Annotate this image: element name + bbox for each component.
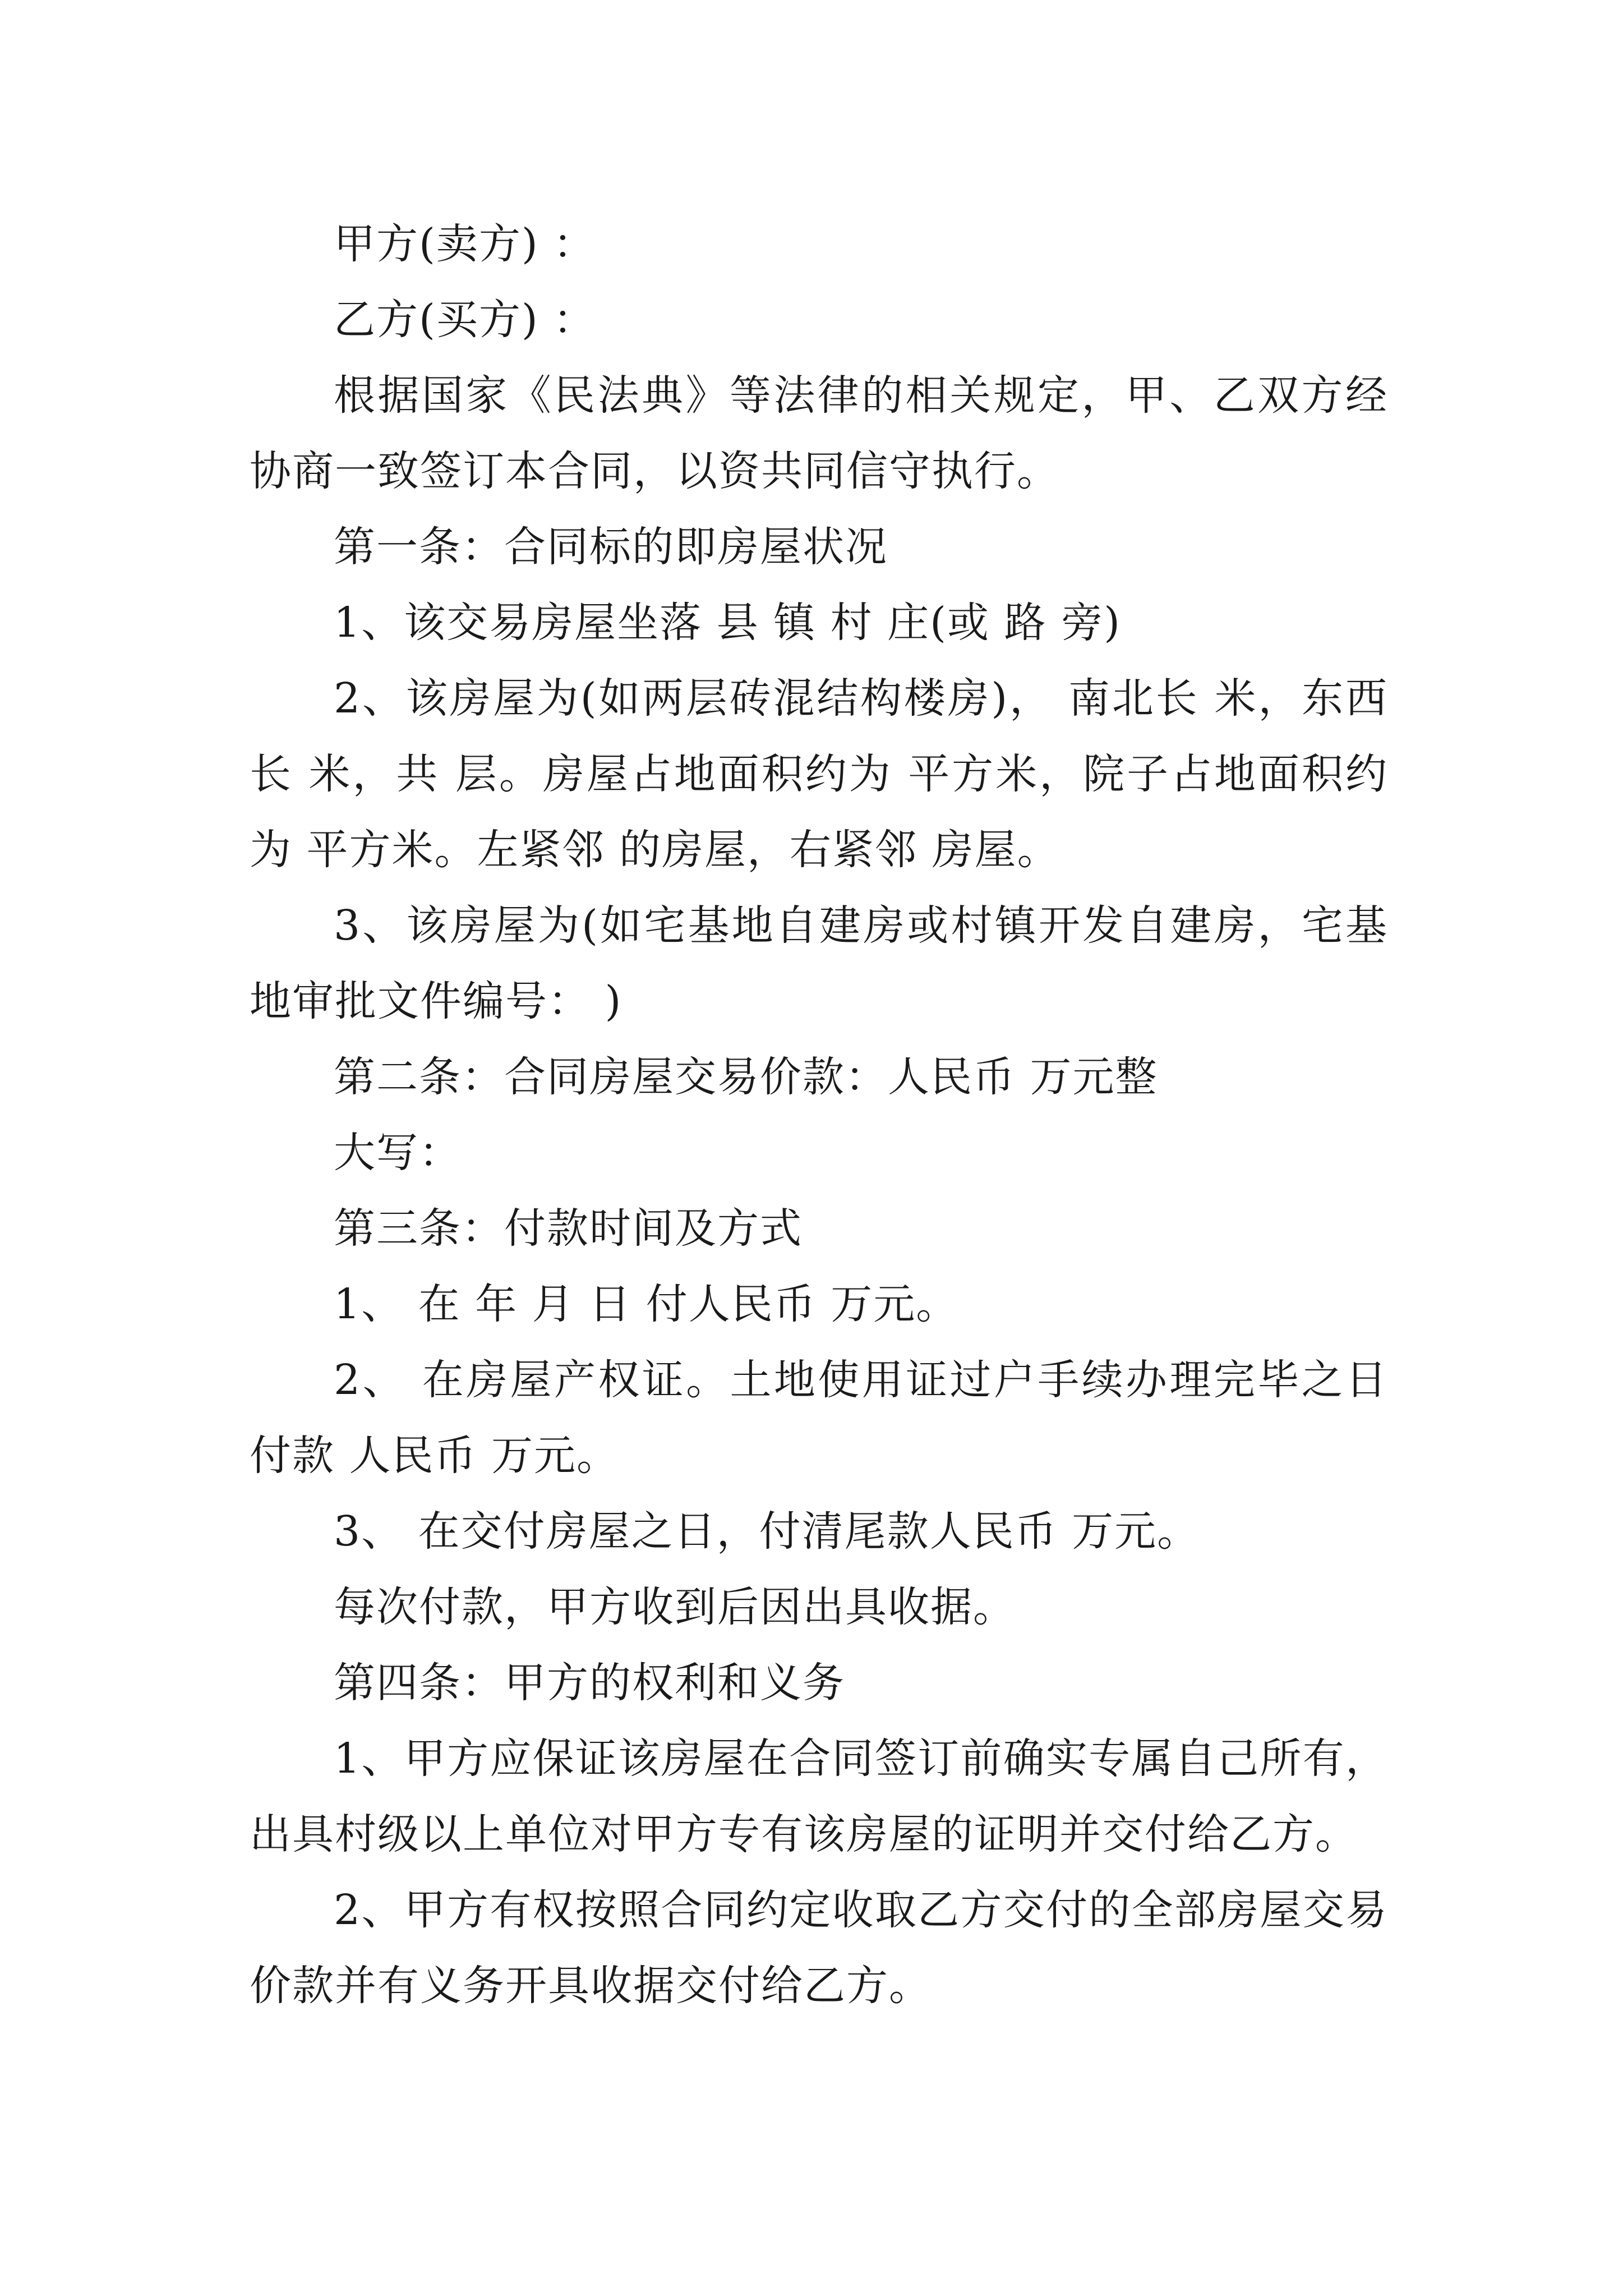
amount-in-words-line: 大写： [334,1129,462,1177]
article-1-item-1: 1、该交易房屋坐落 县 镇 村 庄(或 路 旁) [334,599,1121,647]
article-4-heading: 第四条：甲方的权利和义务 [334,1659,845,1707]
article-2-heading: 第二条：合同房屋交易价款：人民币 万元整 [334,1053,1158,1101]
party-b-line: 乙方(买方) ： [334,296,596,344]
receipt-note: 每次付款，甲方收到后因出具收据。 [334,1583,1016,1631]
article-3-item-3: 3、 在交付房屋之日，付清尾款人民币 万元。 [334,1507,1200,1556]
article-4-item-2: 2、甲方有权按照合同约定收取乙方交付的全部房屋交易价款并有义务开具收据交付给乙方。 [250,1886,1388,2010]
party-a-line: 甲方(卖方) ： [334,220,596,268]
preamble-paragraph: 根据国家《民法典》等法律的相关规定，甲、乙双方经协商一致签订本合同，以资共同信守执行。 [250,371,1388,495]
article-1-item-3: 3、该房屋为(如宅基地自建房或村镇开发自建房，宅基地审批文件编号： ) [250,901,1388,1025]
article-1-heading: 第一条：合同标的即房屋状况 [334,523,888,571]
article-4-item-1: 1、甲方应保证该房屋在合同签订前确实专属自己所有，出具村级以上单位对甲方专有该房屋的证明并交付给乙方。 [250,1734,1388,1858]
article-1-item-2: 2、该房屋为(如两层砖混结构楼房)， 南北长 米，东西长 米，共 层。房屋占地面积约为 平方米，院子占地面积约为 平方米。左紧邻 的房屋，右紧邻 房屋。 [250,674,1388,874]
article-3-heading: 第三条：付款时间及方式 [334,1204,803,1253]
document-body [250,206,1388,2024]
article-3-item-2: 2、 在房屋产权证。土地使用证过户手续办理完毕之日付款 人民币 万元。 [250,1356,1388,1480]
article-3-item-1: 1、 在 年 月 日 付人民币 万元。 [334,1280,959,1328]
